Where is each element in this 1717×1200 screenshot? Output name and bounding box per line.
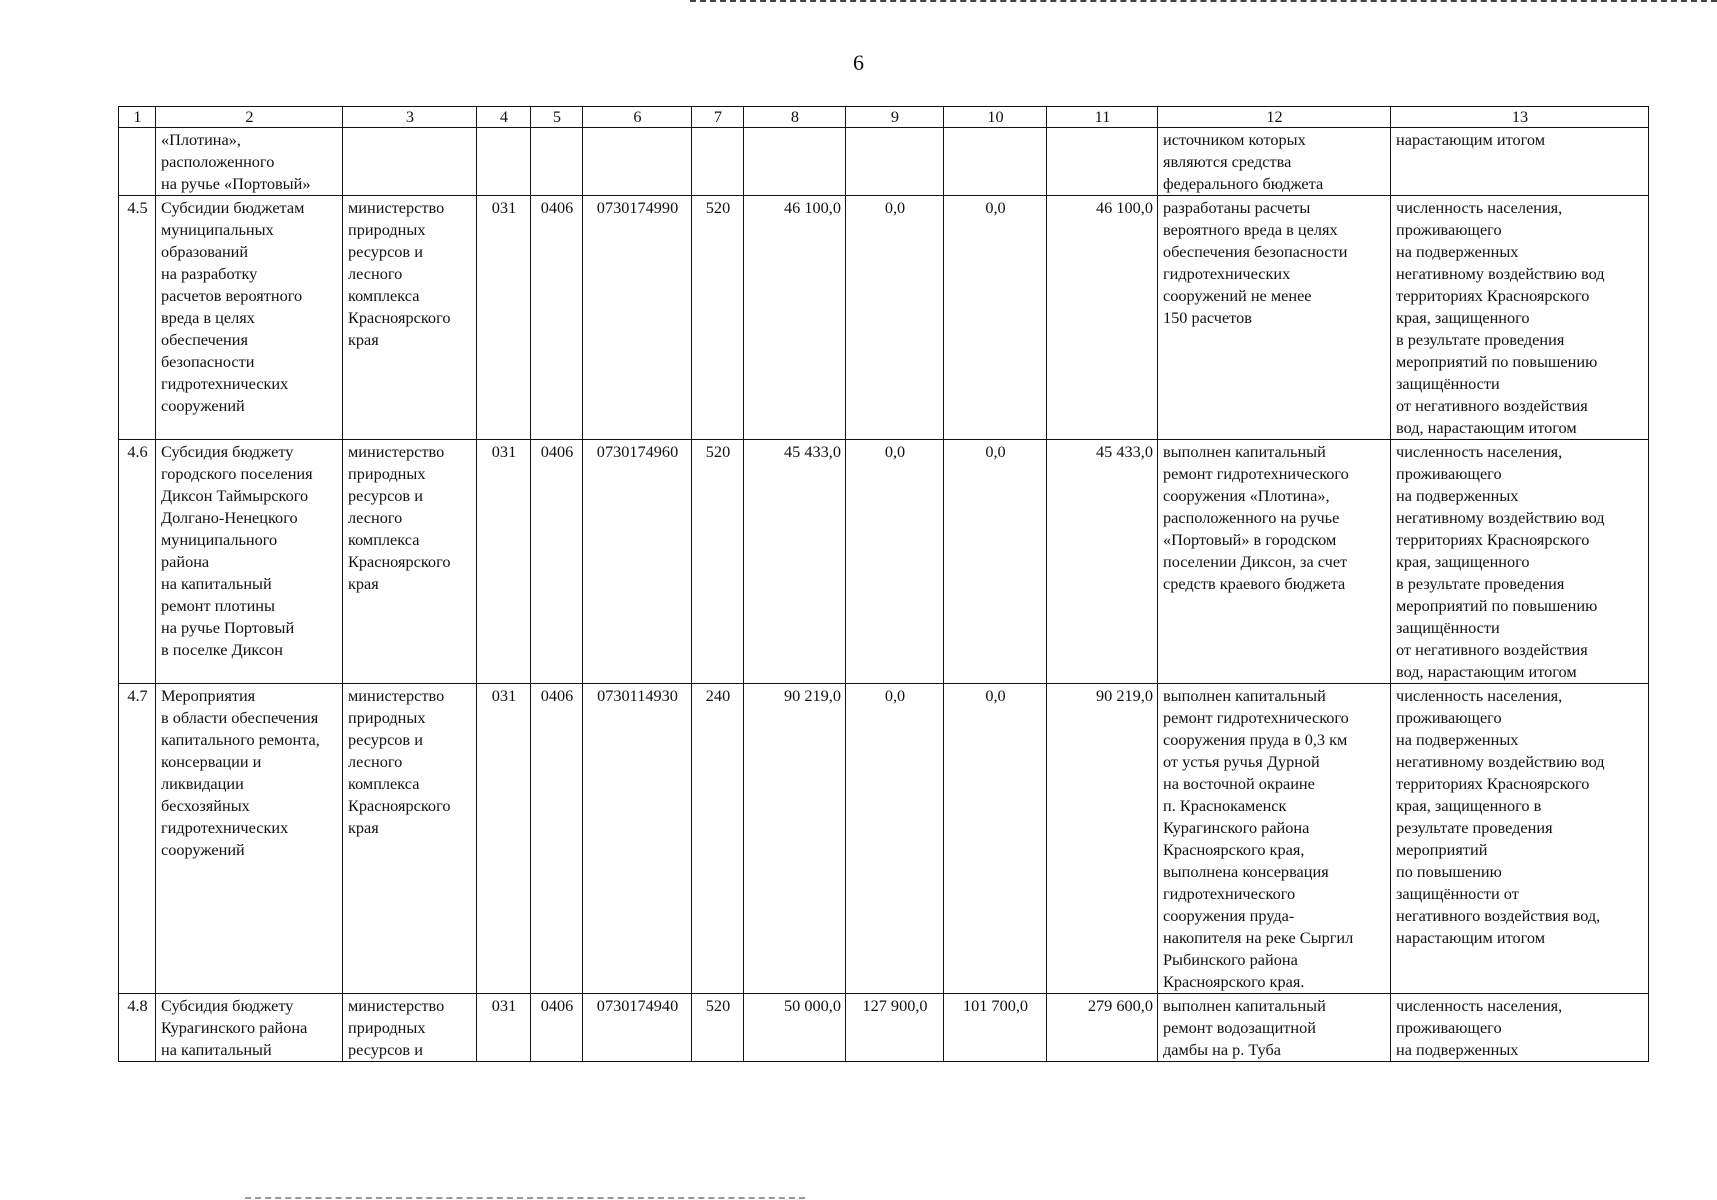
target-article: 0730114930 — [583, 684, 692, 994]
amount-col9 — [846, 128, 944, 196]
measure-name: Субсидии бюджетам муниципальных образований на разработку расчетов вероятного вреда в целях обеспечения безопасности гидротехнических сооружений — [156, 196, 343, 440]
indicator-impact: численность населения, проживающего на подверженных негативному воздействию вод территориях Красноярского края, защищенного в результате проведения мероприятий по повышению защищённости от негативного воздействия вод, нарастающим итогом — [1391, 440, 1649, 684]
col-header: 10 — [944, 107, 1047, 128]
section-code: 0406 — [531, 684, 583, 994]
table-row — [119, 196, 1649, 440]
table-row — [119, 684, 1649, 994]
amount-total: 46 100,0 — [1047, 196, 1158, 440]
amount-col8: 90 219,0 — [744, 684, 846, 994]
amount-col8 — [744, 128, 846, 196]
col-header: 8 — [744, 107, 846, 128]
col-header: 7 — [692, 107, 744, 128]
amount-total — [1047, 128, 1158, 196]
expense-type: 520 — [692, 440, 744, 684]
measure-name: Мероприятия в области обеспечения капитального ремонта, консервации и ликвидации бесхозяйных гидротехнических сооружений — [156, 684, 343, 994]
col-header: 5 — [531, 107, 583, 128]
amount-col9: 0,0 — [846, 196, 944, 440]
section-code: 0406 — [531, 440, 583, 684]
section-code — [531, 128, 583, 196]
expected-result: выполнен капитальный ремонт гидротехнического сооружения пруда в 0,3 км от устья ручья Дурной на восточной окраине п. Краснокаменск Курагинского района Красноярского края, выполнена консервация гидротехнического сооружения пруда- накопителя на реке Сыргил Рыбинского района Красноярского края. — [1158, 684, 1391, 994]
target-article — [583, 128, 692, 196]
expected-result: выполнен капитальный ремонт водозащитной дамбы на р. Туба — [1158, 994, 1391, 1062]
column-number-row — [119, 107, 1649, 128]
expected-result: разработаны расчеты вероятного вреда в целях обеспечения безопасности гидротехнических сооружений не менее 150 расчетов — [1158, 196, 1391, 440]
item-number: 4.6 — [119, 440, 156, 684]
page-number: 6 — [853, 50, 864, 75]
col-header: 6 — [583, 107, 692, 128]
amount-col10 — [944, 128, 1047, 196]
table-row — [119, 440, 1649, 684]
col-header: 11 — [1047, 107, 1158, 128]
grbs-code: 031 — [477, 196, 531, 440]
col-header: 13 — [1391, 107, 1649, 128]
item-number: 4.8 — [119, 994, 156, 1062]
grbs-code: 031 — [477, 994, 531, 1062]
col-header: 9 — [846, 107, 944, 128]
grbs-code: 031 — [477, 684, 531, 994]
target-article: 0730174990 — [583, 196, 692, 440]
responsible-body: министерство природных ресурсов и лесного комплекса Красноярского края — [343, 684, 477, 994]
table-row — [119, 994, 1649, 1062]
program-measures-table — [118, 106, 1649, 1062]
amount-col10: 0,0 — [944, 684, 1047, 994]
section-code: 0406 — [531, 994, 583, 1062]
expense-type: 240 — [692, 684, 744, 994]
expense-type: 520 — [692, 994, 744, 1062]
col-header: 3 — [343, 107, 477, 128]
target-article: 0730174960 — [583, 440, 692, 684]
amount-col8: 45 433,0 — [744, 440, 846, 684]
responsible-body — [343, 128, 477, 196]
indicator-impact: нарастающим итогом — [1391, 128, 1649, 196]
amount-total: 90 219,0 — [1047, 684, 1158, 994]
top-edge-line — [690, 0, 1717, 2]
indicator-impact: численность населения, проживающего на подверженных негативному воздействию вод территориях Красноярского края, защищенного в результате проведения мероприятий по повышению защищённости от негативного воздействия вод, нарастающим итогом — [1391, 196, 1649, 440]
amount-col9: 127 900,0 — [846, 994, 944, 1062]
amount-col10: 0,0 — [944, 196, 1047, 440]
col-header: 12 — [1158, 107, 1391, 128]
col-header: 2 — [156, 107, 343, 128]
amount-col10: 0,0 — [944, 440, 1047, 684]
amount-col8: 46 100,0 — [744, 196, 846, 440]
expense-type — [692, 128, 744, 196]
indicator-impact: численность населения, проживающего на подверженных негативному воздействию вод территориях Красноярского края, защищенного в результате проведения мероприятий по повышению защищённости от негативного воздействия вод, нарастающим итогом — [1391, 684, 1649, 994]
expected-result: источником которых являются средства федерального бюджета — [1158, 128, 1391, 196]
bottom-edge-line — [245, 1197, 805, 1199]
section-code: 0406 — [531, 196, 583, 440]
target-article: 0730174940 — [583, 994, 692, 1062]
measure-name: Субсидия бюджету городского поселения Диксон Таймырского Долгано-Ненецкого муниципального района на капитальный ремонт плотины на ручье Портовый в поселке Диксон — [156, 440, 343, 684]
expected-result: выполнен капитальный ремонт гидротехнического сооружения «Плотина», расположенного на ручье «Портовый» в городском поселении Диксон, за счет средств краевого бюджета — [1158, 440, 1391, 684]
table-row — [119, 128, 1649, 196]
item-number: 4.7 — [119, 684, 156, 994]
col-header: 4 — [477, 107, 531, 128]
expense-type: 520 — [692, 196, 744, 440]
amount-col9: 0,0 — [846, 440, 944, 684]
measure-name: «Плотина», расположенного на ручье «Портовый» — [156, 128, 343, 196]
indicator-impact: численность населения, проживающего на подверженных — [1391, 994, 1649, 1062]
amount-total: 45 433,0 — [1047, 440, 1158, 684]
amount-col8: 50 000,0 — [744, 994, 846, 1062]
grbs-code: 031 — [477, 440, 531, 684]
responsible-body: министерство природных ресурсов и лесного комплекса Красноярского края — [343, 440, 477, 684]
item-number — [119, 128, 156, 196]
amount-col10: 101 700,0 — [944, 994, 1047, 1062]
col-header: 1 — [119, 107, 156, 128]
item-number: 4.5 — [119, 196, 156, 440]
amount-col9: 0,0 — [846, 684, 944, 994]
responsible-body: министерство природных ресурсов и лесного комплекса Красноярского края — [343, 196, 477, 440]
grbs-code — [477, 128, 531, 196]
measure-name: Субсидия бюджету Курагинского района на капитальный — [156, 994, 343, 1062]
responsible-body: министерство природных ресурсов и — [343, 994, 477, 1062]
amount-total: 279 600,0 — [1047, 994, 1158, 1062]
